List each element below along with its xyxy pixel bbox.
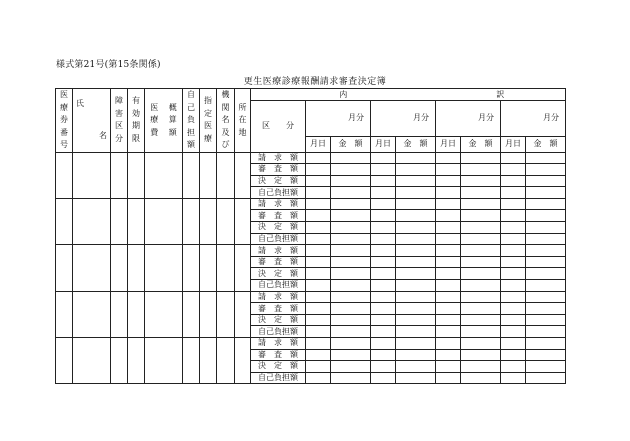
vertical-char: 医 [204, 121, 212, 131]
day-cell[interactable] [306, 338, 331, 350]
vertical-char: 額 [187, 140, 195, 149]
row-label: 審 査 額 [251, 303, 306, 315]
header-location: 所 在 地 [235, 89, 251, 153]
day-cell[interactable] [371, 326, 396, 338]
record-cell[interactable] [183, 152, 200, 198]
record-cell[interactable] [128, 152, 145, 198]
day-cell[interactable] [501, 280, 526, 292]
day-cell[interactable] [371, 256, 396, 268]
vertical-char: 効 [132, 108, 140, 118]
day-cell[interactable] [371, 303, 396, 315]
record-cell[interactable] [145, 338, 183, 384]
day-cell[interactable] [501, 256, 526, 268]
day-cell[interactable] [501, 338, 526, 350]
row-label: 自己負担額 [251, 233, 306, 245]
table-row [56, 198, 566, 210]
record-cell[interactable] [217, 291, 235, 337]
header-breakdown-left: 内 [251, 89, 436, 101]
vertical-char: 関 [221, 102, 230, 112]
amount-cell[interactable] [461, 361, 501, 373]
day-cell[interactable] [306, 280, 331, 292]
row-label: 決 定 額 [251, 268, 306, 280]
day-cell[interactable] [436, 256, 461, 268]
row-label: 自己負担額 [251, 372, 306, 384]
table-row [56, 291, 566, 303]
day-cell[interactable] [436, 245, 461, 257]
amount-cell[interactable] [461, 326, 501, 338]
day-cell[interactable] [306, 256, 331, 268]
month-header: 月分 [436, 101, 501, 137]
day-cell[interactable] [436, 233, 461, 245]
amount-cell[interactable] [331, 164, 371, 176]
vertical-char: 医 [60, 90, 68, 99]
amount-cell[interactable] [331, 291, 371, 303]
amount-cell[interactable] [461, 291, 501, 303]
day-cell[interactable] [436, 280, 461, 292]
record-cell[interactable] [111, 245, 128, 291]
table-row [56, 245, 566, 257]
record-cell[interactable] [235, 152, 251, 198]
record-cell[interactable] [217, 338, 235, 384]
vertical-char: 療 [204, 133, 212, 143]
vertical-char: 号 [60, 140, 68, 149]
day-cell[interactable] [306, 326, 331, 338]
record-cell[interactable] [200, 198, 217, 244]
amount-cell[interactable] [396, 222, 436, 234]
vertical-char: 限 [132, 133, 140, 143]
record-cell[interactable] [217, 198, 235, 244]
record-cell[interactable] [73, 198, 111, 244]
record-cell[interactable] [128, 245, 145, 291]
document-title: 更生医療診療報酬請求審査決定簿 [243, 77, 387, 87]
amount-cell[interactable] [526, 361, 566, 373]
row-label: 決 定 額 [251, 314, 306, 326]
amount-cell[interactable] [396, 198, 436, 210]
amount-cell[interactable] [526, 198, 566, 210]
day-cell[interactable] [371, 338, 396, 350]
record-cell[interactable] [56, 245, 73, 291]
row-label: 審 査 額 [251, 210, 306, 222]
day-cell[interactable] [501, 152, 526, 164]
row-label: 審 査 額 [251, 164, 306, 176]
day-cell[interactable] [371, 222, 396, 234]
day-cell[interactable] [501, 314, 526, 326]
amount-cell[interactable] [396, 291, 436, 303]
amount-cell[interactable] [526, 268, 566, 280]
row-label: 請 求 額 [251, 291, 306, 303]
day-cell[interactable] [306, 222, 331, 234]
amount-cell[interactable] [331, 338, 371, 350]
vertical-char: び [221, 140, 230, 149]
amount-cell[interactable] [526, 349, 566, 361]
amount-cell[interactable] [396, 175, 436, 187]
record-cell[interactable] [145, 152, 183, 198]
day-cell[interactable] [501, 245, 526, 257]
vertical-char: 機 [221, 90, 230, 99]
day-cell[interactable] [436, 349, 461, 361]
amount-cell[interactable] [526, 175, 566, 187]
day-cell[interactable] [371, 233, 396, 245]
day-cell[interactable] [501, 175, 526, 187]
record-cell[interactable] [128, 291, 145, 337]
day-cell[interactable] [371, 291, 396, 303]
amount-header: 金 額 [461, 136, 501, 152]
amount-cell[interactable] [526, 152, 566, 164]
record-cell[interactable] [145, 198, 183, 244]
record-cell[interactable] [73, 245, 111, 291]
amount-cell[interactable] [461, 164, 501, 176]
header-name: 氏 名 [73, 89, 111, 153]
header-card-no [56, 89, 73, 153]
row-label: 審 査 額 [251, 256, 306, 268]
record-cell[interactable] [111, 152, 128, 198]
amount-cell[interactable] [396, 349, 436, 361]
day-cell[interactable] [501, 222, 526, 234]
amount-cell[interactable] [526, 314, 566, 326]
amount-cell[interactable] [331, 256, 371, 268]
amount-cell[interactable] [526, 291, 566, 303]
day-cell[interactable] [371, 280, 396, 292]
day-cell[interactable] [371, 210, 396, 222]
amount-cell[interactable] [461, 338, 501, 350]
amount-cell[interactable] [331, 349, 371, 361]
amount-cell[interactable] [331, 152, 371, 164]
table-row [56, 338, 566, 350]
record-cell[interactable] [235, 338, 251, 384]
review-table [55, 88, 566, 384]
record-cell[interactable] [217, 245, 235, 291]
amount-cell[interactable] [526, 303, 566, 315]
day-header: 月日 [306, 136, 331, 152]
day-cell[interactable] [436, 326, 461, 338]
vertical-char: 期 [132, 121, 140, 131]
day-cell[interactable] [306, 175, 331, 187]
amount-cell[interactable] [526, 338, 566, 350]
amount-cell[interactable] [331, 303, 371, 315]
day-cell[interactable] [306, 245, 331, 257]
amount-cell[interactable] [331, 245, 371, 257]
form-number: 様式第21号(第15条関係) [56, 60, 161, 70]
row-label: 審 査 額 [251, 349, 306, 361]
day-cell[interactable] [436, 303, 461, 315]
day-cell[interactable] [306, 349, 331, 361]
vertical-char: 己 [187, 102, 195, 112]
amount-cell[interactable] [396, 280, 436, 292]
day-header: 月日 [501, 136, 526, 152]
record-cell[interactable] [145, 291, 183, 337]
amount-cell[interactable] [526, 280, 566, 292]
day-cell[interactable] [371, 187, 396, 199]
header-cost: 医 療 費 概 算 額 [145, 89, 183, 153]
day-cell[interactable] [306, 303, 331, 315]
vertical-char: 有 [132, 96, 140, 106]
day-cell[interactable] [436, 164, 461, 176]
amount-header: 金 額 [526, 136, 566, 152]
amount-cell[interactable] [526, 210, 566, 222]
amount-cell[interactable] [526, 326, 566, 338]
amount-header: 金 額 [331, 136, 371, 152]
amount-cell[interactable] [396, 361, 436, 373]
amount-cell[interactable] [396, 210, 436, 222]
day-cell[interactable] [436, 268, 461, 280]
amount-cell[interactable] [331, 233, 371, 245]
day-cell[interactable] [436, 314, 461, 326]
amount-cell[interactable] [526, 233, 566, 245]
vertical-char: 害 [115, 108, 123, 118]
amount-cell[interactable] [396, 326, 436, 338]
month-header: 月分 [501, 101, 566, 137]
record-cell[interactable] [235, 198, 251, 244]
record-cell[interactable] [56, 338, 73, 384]
record-cell[interactable] [128, 198, 145, 244]
month-header: 月分 [306, 101, 371, 137]
record-cell[interactable] [183, 245, 200, 291]
record-cell[interactable] [73, 291, 111, 337]
amount-cell[interactable] [526, 245, 566, 257]
vertical-char: 区 [115, 121, 123, 131]
table-row [56, 152, 566, 164]
day-cell[interactable] [436, 175, 461, 187]
day-cell[interactable] [306, 164, 331, 176]
day-cell[interactable] [436, 291, 461, 303]
amount-cell[interactable] [396, 303, 436, 315]
record-cell[interactable] [128, 338, 145, 384]
row-label: 請 求 額 [251, 198, 306, 210]
header-validity [128, 89, 145, 153]
record-cell[interactable] [73, 152, 111, 198]
amount-cell[interactable] [461, 175, 501, 187]
amount-cell[interactable] [461, 245, 501, 257]
amount-cell[interactable] [396, 338, 436, 350]
record-cell[interactable] [235, 291, 251, 337]
day-cell[interactable] [436, 210, 461, 222]
amount-cell[interactable] [331, 314, 371, 326]
day-cell[interactable] [371, 245, 396, 257]
record-cell[interactable] [111, 291, 128, 337]
row-label: 決 定 額 [251, 361, 306, 373]
record-cell[interactable] [111, 338, 128, 384]
day-cell[interactable] [436, 222, 461, 234]
record-cell[interactable] [56, 152, 73, 198]
amount-cell[interactable] [331, 210, 371, 222]
day-header: 月日 [371, 136, 396, 152]
day-cell[interactable] [436, 187, 461, 199]
day-cell[interactable] [436, 152, 461, 164]
day-cell[interactable] [371, 164, 396, 176]
record-cell[interactable] [200, 245, 217, 291]
day-cell[interactable] [371, 268, 396, 280]
day-cell[interactable] [371, 372, 396, 384]
day-header: 月日 [436, 136, 461, 152]
row-label: 自己負担額 [251, 326, 306, 338]
amount-cell[interactable] [526, 256, 566, 268]
day-cell[interactable] [501, 198, 526, 210]
vertical-char: 定 [204, 108, 212, 118]
day-cell[interactable] [371, 152, 396, 164]
vertical-char: 券 [60, 115, 68, 124]
amount-cell[interactable] [331, 268, 371, 280]
amount-cell[interactable] [396, 245, 436, 257]
amount-cell[interactable] [331, 361, 371, 373]
day-cell[interactable] [501, 291, 526, 303]
header-institution [217, 89, 235, 153]
vertical-char: 分 [115, 133, 123, 143]
amount-cell[interactable] [526, 222, 566, 234]
day-cell[interactable] [501, 326, 526, 338]
amount-cell[interactable] [461, 268, 501, 280]
vertical-char: 療 [60, 102, 68, 112]
record-cell[interactable] [200, 152, 217, 198]
vertical-char: 負 [187, 115, 195, 124]
vertical-char: 自 [187, 90, 195, 99]
day-cell[interactable] [501, 187, 526, 199]
amount-cell[interactable] [396, 152, 436, 164]
header-category: 区 分 [251, 101, 306, 153]
amount-cell[interactable] [396, 164, 436, 176]
header-designated [200, 89, 217, 153]
amount-cell[interactable] [461, 222, 501, 234]
amount-cell[interactable] [396, 268, 436, 280]
amount-cell[interactable] [461, 256, 501, 268]
amount-cell[interactable] [461, 187, 501, 199]
month-header: 月分 [371, 101, 436, 137]
amount-cell[interactable] [331, 326, 371, 338]
day-cell[interactable] [501, 210, 526, 222]
day-cell[interactable] [501, 268, 526, 280]
amount-cell[interactable] [526, 164, 566, 176]
record-cell[interactable] [200, 338, 217, 384]
day-cell[interactable] [436, 338, 461, 350]
day-cell[interactable] [436, 361, 461, 373]
day-cell[interactable] [306, 361, 331, 373]
day-cell[interactable] [306, 198, 331, 210]
row-label: 請 求 額 [251, 152, 306, 164]
amount-cell[interactable] [331, 198, 371, 210]
amount-cell[interactable] [461, 198, 501, 210]
row-label: 請 求 額 [251, 245, 306, 257]
amount-cell[interactable] [396, 256, 436, 268]
day-cell[interactable] [501, 303, 526, 315]
record-cell[interactable] [183, 198, 200, 244]
day-cell[interactable] [306, 268, 331, 280]
day-cell[interactable] [371, 198, 396, 210]
day-cell[interactable] [501, 372, 526, 384]
day-cell[interactable] [306, 187, 331, 199]
record-cell[interactable] [200, 291, 217, 337]
amount-cell[interactable] [461, 349, 501, 361]
amount-cell[interactable] [461, 152, 501, 164]
amount-cell[interactable] [461, 280, 501, 292]
row-label: 決 定 額 [251, 222, 306, 234]
amount-cell[interactable] [331, 222, 371, 234]
day-cell[interactable] [436, 198, 461, 210]
row-label: 請 求 額 [251, 338, 306, 350]
amount-cell[interactable] [331, 187, 371, 199]
vertical-char: 名 [221, 115, 230, 124]
day-cell[interactable] [371, 314, 396, 326]
day-cell[interactable] [501, 233, 526, 245]
amount-cell[interactable] [396, 187, 436, 199]
day-cell[interactable] [371, 175, 396, 187]
vertical-char: 及 [221, 127, 230, 137]
amount-cell[interactable] [461, 303, 501, 315]
row-label: 自己負担額 [251, 187, 306, 199]
day-cell[interactable] [306, 152, 331, 164]
day-cell[interactable] [306, 233, 331, 245]
record-cell[interactable] [73, 338, 111, 384]
record-cell[interactable] [217, 152, 235, 198]
record-cell[interactable] [56, 198, 73, 244]
day-cell[interactable] [501, 349, 526, 361]
amount-cell[interactable] [461, 210, 501, 222]
day-cell[interactable] [306, 314, 331, 326]
day-cell[interactable] [306, 372, 331, 384]
day-cell[interactable] [306, 291, 331, 303]
vertical-char: 番 [60, 127, 68, 137]
day-cell[interactable] [501, 164, 526, 176]
header-disability [111, 89, 128, 153]
amount-cell[interactable] [331, 372, 371, 384]
row-label: 決 定 額 [251, 175, 306, 187]
record-cell[interactable] [235, 245, 251, 291]
day-cell[interactable] [501, 361, 526, 373]
amount-header: 金 額 [396, 136, 436, 152]
day-cell[interactable] [436, 372, 461, 384]
amount-cell[interactable] [461, 314, 501, 326]
amount-cell[interactable] [461, 372, 501, 384]
vertical-char: 担 [187, 127, 195, 137]
record-cell[interactable] [111, 198, 128, 244]
record-cell[interactable] [56, 291, 73, 337]
day-cell[interactable] [371, 361, 396, 373]
header-breakdown-right: 訳 [436, 89, 566, 101]
header-self-pay [183, 89, 200, 153]
day-cell[interactable] [371, 349, 396, 361]
record-cell[interactable] [183, 338, 200, 384]
row-label: 自己負担額 [251, 280, 306, 292]
amount-cell[interactable] [331, 280, 371, 292]
amount-cell[interactable] [396, 372, 436, 384]
amount-cell[interactable] [526, 187, 566, 199]
amount-cell[interactable] [461, 233, 501, 245]
amount-cell[interactable] [526, 372, 566, 384]
vertical-char: 指 [204, 96, 212, 106]
amount-cell[interactable] [331, 175, 371, 187]
vertical-char: 障 [115, 96, 123, 106]
record-cell[interactable] [183, 291, 200, 337]
record-cell[interactable] [145, 245, 183, 291]
amount-cell[interactable] [396, 233, 436, 245]
amount-cell[interactable] [396, 314, 436, 326]
day-cell[interactable] [306, 210, 331, 222]
